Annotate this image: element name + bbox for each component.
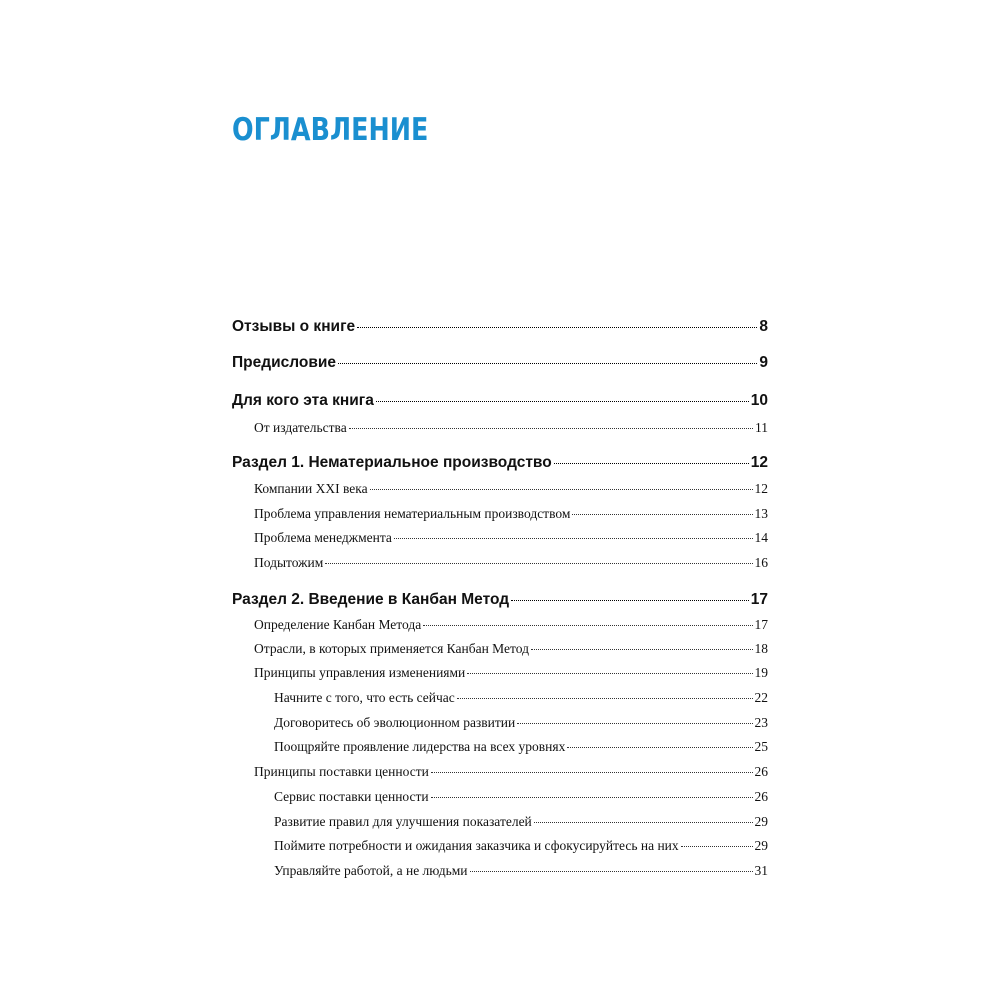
toc-entry-title: Договоритесь об эволюционном развитии [274, 715, 516, 730]
toc-entry-title: Начните с того, что есть сейчас [274, 690, 455, 705]
toc-entry-title: Принципы управления изменениями [254, 665, 466, 680]
toc-entry-title: Поощряйте проявление лидерства на всех уровнях [274, 739, 566, 754]
dot-leader [394, 538, 753, 539]
toc-entry-page: 17 [754, 617, 768, 632]
toc-entry[interactable] [254, 506, 768, 522]
dot-leader [554, 463, 749, 464]
toc-entry-page: 29 [754, 814, 768, 829]
dot-leader [511, 600, 749, 601]
toc-entry[interactable] [274, 690, 768, 706]
toc-entry-page: 8 [759, 318, 768, 335]
toc-entry[interactable] [254, 641, 768, 657]
toc-entry[interactable] [274, 814, 768, 830]
toc-entry[interactable] [274, 739, 768, 755]
toc-entry[interactable] [254, 665, 768, 681]
dot-leader [534, 822, 753, 823]
dot-leader [423, 625, 752, 626]
toc-entry-page: 12 [750, 454, 768, 471]
toc-entry-page: 26 [754, 789, 768, 804]
toc-entry-page: 13 [754, 506, 768, 521]
dot-leader [357, 327, 757, 328]
toc-entry[interactable] [274, 863, 768, 879]
toc-entry[interactable] [274, 789, 768, 805]
toc-entry-title: Компании XXI века [254, 481, 368, 496]
toc-entry[interactable] [254, 555, 768, 571]
toc-entry-page: 29 [754, 838, 768, 853]
toc-entry-page: 12 [754, 481, 768, 496]
toc-entry-page: 11 [755, 420, 768, 435]
toc-entry-page: 19 [754, 665, 768, 680]
dot-leader [338, 363, 757, 364]
dot-leader [457, 698, 753, 699]
toc-entry-page: 25 [754, 739, 768, 754]
toc-entry-title: Раздел 2. Введение в Канбан Метод [232, 591, 510, 608]
toc-entry[interactable] [232, 591, 768, 609]
toc-entry-page: 17 [750, 591, 768, 608]
dot-leader [470, 871, 753, 872]
toc-entry-title: Развитие правил для улучшения показателей [274, 814, 532, 829]
dot-leader [376, 401, 749, 402]
dot-leader [467, 673, 752, 674]
toc-entry-title: Отзывы о книге [232, 318, 356, 335]
toc-entry[interactable] [254, 764, 768, 780]
toc-entry[interactable] [254, 420, 768, 436]
toc-entry-title: Сервис поставки ценности [274, 789, 429, 804]
toc-entry-title: Поймите потребности и ожидания заказчика и сфокусируйтесь на них [274, 838, 679, 853]
toc-entry[interactable] [232, 354, 768, 372]
toc-entry[interactable] [254, 481, 768, 497]
toc-entry-title: Для кого эта книга [232, 392, 374, 409]
dot-leader [567, 747, 752, 748]
toc-entry-page: 22 [754, 690, 768, 705]
toc-entry-title: Предисловие [232, 354, 337, 371]
toc-entry[interactable] [274, 715, 768, 731]
toc-entry-title: От издательства [254, 420, 347, 435]
toc-entry-title: Раздел 1. Нематериальное производство [232, 454, 552, 471]
toc-entry-title: Проблема менеджмента [254, 530, 392, 545]
toc-entry-page: 31 [754, 863, 768, 878]
toc-entry[interactable] [274, 838, 768, 854]
toc-entry-page: 10 [750, 392, 768, 409]
toc-entry-title: Подытожим [254, 555, 324, 570]
dot-leader [517, 723, 752, 724]
dot-leader [370, 489, 753, 490]
toc-entry[interactable] [232, 392, 768, 410]
dot-leader [431, 772, 753, 773]
dot-leader [325, 563, 752, 564]
dot-leader [431, 797, 753, 798]
toc-entry-page: 23 [754, 715, 768, 730]
dot-leader [531, 649, 753, 650]
dot-leader [681, 846, 753, 847]
toc-entry[interactable] [254, 617, 768, 633]
toc-entry-page: 26 [754, 764, 768, 779]
toc-entry-page: 14 [754, 530, 768, 545]
toc-entry-title: Проблема управления нематериальным производством [254, 506, 571, 521]
toc-entry-page: 16 [754, 555, 768, 570]
dot-leader [349, 428, 753, 429]
toc-entry-title: Отрасли, в которых применяется Канбан Метод [254, 641, 529, 656]
toc-entry-title: Определение Канбан Метода [254, 617, 422, 632]
dot-leader [572, 514, 752, 515]
toc-entry[interactable] [232, 454, 768, 472]
toc-entry-title: Принципы поставки ценности [254, 764, 429, 779]
toc-entry[interactable] [254, 530, 768, 546]
toc-entry-page: 18 [754, 641, 768, 656]
toc-entry-page: 9 [759, 354, 768, 371]
page-title: ОГЛАВЛЕНИЕ [232, 112, 429, 148]
toc-entry[interactable] [232, 318, 768, 336]
toc-entry-title: Управляйте работой, а не людьми [274, 863, 468, 878]
